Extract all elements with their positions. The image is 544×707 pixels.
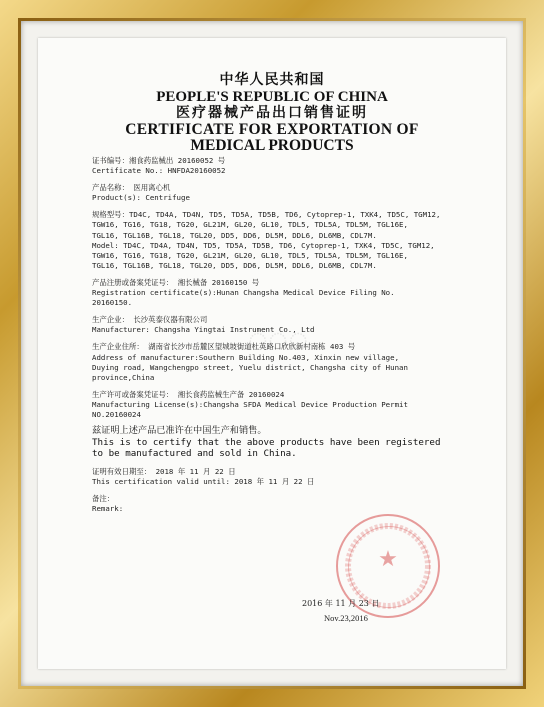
country-title-en: PEOPLE'S REPUBLIC OF CHINA [156, 89, 388, 105]
address-en-line: Address of manufacturer:Southern Building No.403, Xinxin new village, [92, 352, 400, 362]
address-cn: 生产企业住所： 湖南省长沙市岳麓区望城坡街道杜英路口欣欣新村南栋 403 号 [92, 342, 356, 352]
statement-cn: 兹证明上述产品已准许在中国生产和销售。 [92, 425, 267, 437]
certificate-title-cn: 医疗器械产品出口销售证明 [176, 105, 368, 121]
address-en-line: Duying road, Wangchengpo street, Yuelu district, Changsha city of Hunan [92, 362, 408, 372]
license-en-line: NO.20160024 [92, 409, 141, 419]
country-title-cn: 中华人民共和国 [219, 72, 325, 88]
model-en-line: TGL16, TGL16B, TGL18, TGL20, DD5, DD6, DL5M, DDL6, DL6MB, CDL7M. [92, 260, 377, 270]
registration-cn: 产品注册或备案凭证号： 湘长械备 20160150 号 [92, 277, 260, 287]
model-en-line: TGW16, TG16, TG18, TG20, GL21M, GL20, GL10, TDL5, TDL5A, TDL5M, TGL16E, [92, 250, 408, 260]
license-cn: 生产许可或备案凭证号： 湘长食药监械生产备 20160024 [92, 389, 285, 399]
certificate-number-cn: 证书编号：湘食药监械出 20160052 号 [92, 156, 226, 165]
product-name-cn: 产品名称： 医用离心机 [92, 183, 171, 193]
certificate-title-en-line2: MEDICAL PRODUCTS [190, 137, 354, 154]
statement-en-line: This is to certify that the above products have been registered [92, 436, 441, 448]
model-cn-line: TGW16, TG16, TG18, TG20, GL21M, GL20, GL10, TDL5, TDL5A, TDL5M, TGL16E, [92, 220, 408, 230]
watermark-logo: ◌◌◌ [247, 321, 309, 359]
certificate-document [38, 38, 506, 669]
certificate-body [92, 156, 452, 514]
address-en-line: province,China [92, 372, 155, 382]
model-en-line: Model: TD4C, TD4A, TD4N, TD5, TD5A, TD5B, TD6, Cytoprep-1, TXK4, TD5C, TGM12, [92, 240, 435, 250]
valid-until-cn: 证明有效日期至： 2018 年 11 月 22 日 [92, 466, 236, 476]
model-cn-line: 规格型号：TD4C, TD4A, TD4N, TD5, TD5A, TD5B, TD6, Cytoprep-1, TXK4, TD5C, TGM12, [92, 210, 441, 220]
model-cn-line: TGL16, TGL16B, TGL18, TGL20, DD5, DD6, DL5M, DDL6, DL6MB, CDL7M. [92, 230, 377, 240]
issue-date-cn: 2016 年 11 月 23 日 [302, 599, 380, 608]
product-name-en: Product(s): Centrifuge [92, 193, 190, 203]
certificate-title-en-line1: CERTIFICATE FOR EXPORTATION OF [125, 121, 419, 138]
remark-en: Remark: [92, 503, 124, 513]
statement-en-line: to be manufactured and sold in China. [92, 448, 297, 460]
seal-star-icon: ★ [378, 547, 398, 572]
certificate-header [38, 72, 506, 154]
valid-until-en: This certification valid until: 2018 年 11 月 22 日 [92, 476, 315, 486]
license-en-line: Manufacturing License(s):Changsha SFDA Medical Device Production Permit [92, 399, 408, 409]
registration-en-line: Registration certificate(s):Hunan Changsha Medical Device Filing No. [92, 288, 395, 298]
manufacturer-en: Manufacturer: Changsha Yingtai Instrument Co., Ltd [92, 325, 315, 335]
remark-cn: 备注： [92, 493, 115, 503]
certificate-number-en: Certificate No.: HNFDA20160052 [92, 166, 226, 176]
registration-en-line: 20160150. [92, 298, 133, 308]
manufacturer-cn: 生产企业： 长沙英泰仪器有限公司 [92, 315, 208, 325]
issue-date-en: Nov.23,2016 [324, 613, 368, 623]
